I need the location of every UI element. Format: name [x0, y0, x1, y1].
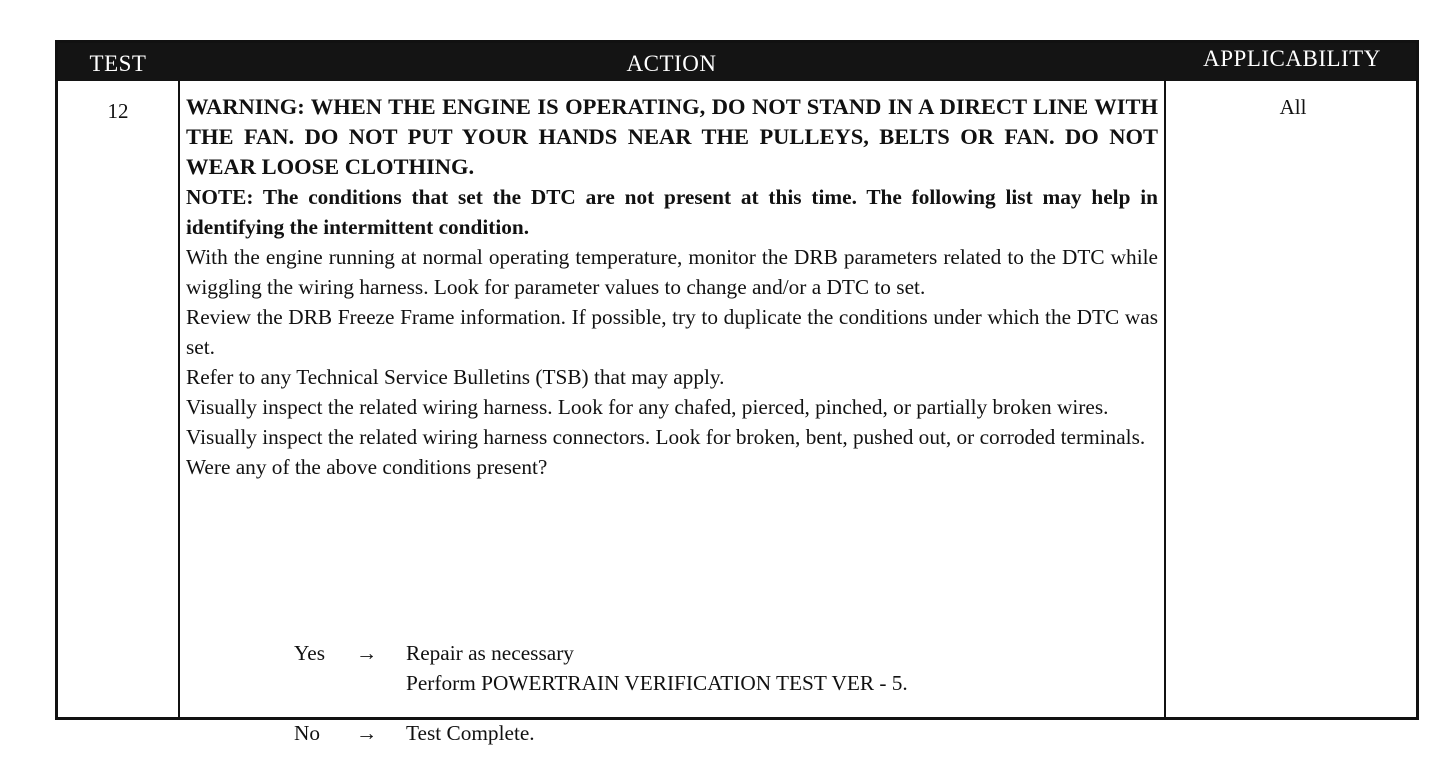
arrow-icon: →: [356, 641, 378, 665]
choice-label: Yes: [294, 641, 325, 665]
choice-no: [294, 718, 908, 748]
choice-yes: [294, 638, 908, 698]
column-divider: [178, 81, 180, 717]
step-text: Visually inspect the related wiring harness. Look for any chafed, pierced, pinched, or partially broken wires.: [186, 395, 1109, 419]
choice-outcome: [406, 718, 535, 748]
header-action: ACTION: [626, 51, 717, 76]
note-text: NOTE: The conditions that set the DTC are not present at this time. The following list may help in identifying the intermittent condition.: [186, 185, 1158, 239]
action-cell: [186, 92, 1158, 482]
question-text: Were any of the above conditions present?: [186, 455, 548, 479]
choice-outcome: [406, 638, 908, 698]
test-number: 12: [107, 99, 129, 123]
step-text: Refer to any Technical Service Bulletins (TSB) that may apply.: [186, 365, 725, 389]
applicability-value: All: [1279, 95, 1307, 119]
choices: [294, 638, 908, 748]
column-divider: [1164, 81, 1166, 717]
diagnostic-table: [55, 40, 1419, 745]
table-header: [58, 43, 1416, 81]
header-applicability: APPLICABILITY: [1203, 46, 1381, 71]
arrow-icon: →: [356, 721, 378, 745]
step-text: With the engine running at normal operating temperature, monitor the DRB parameters related to the DTC while wiggling the wiring harness. Look for parameter values to change and/or a DTC to set.: [186, 245, 1158, 299]
outcome-line: Perform POWERTRAIN VERIFICATION TEST VER - 5.: [406, 671, 908, 695]
header-test: TEST: [89, 51, 147, 76]
outcome-line: Repair as necessary: [406, 641, 574, 665]
warning-text: WARNING: WHEN THE ENGINE IS OPERATING, DO NOT STAND IN A DIRECT LINE WITH THE FAN. DO NOT PUT YOUR HANDS NEAR THE PULLEYS, BELTS OR FAN. DO NOT WEAR LOOSE CLOTHING.: [186, 94, 1158, 179]
outcome-line: Test Complete.: [406, 721, 535, 745]
step-text: Review the DRB Freeze Frame information. If possible, try to duplicate the conditions under which the DTC was set.: [186, 305, 1158, 359]
step-text: Visually inspect the related wiring harness connectors. Look for broken, bent, pushed out, or corroded terminals.: [186, 425, 1146, 449]
choice-label: No: [294, 721, 321, 745]
